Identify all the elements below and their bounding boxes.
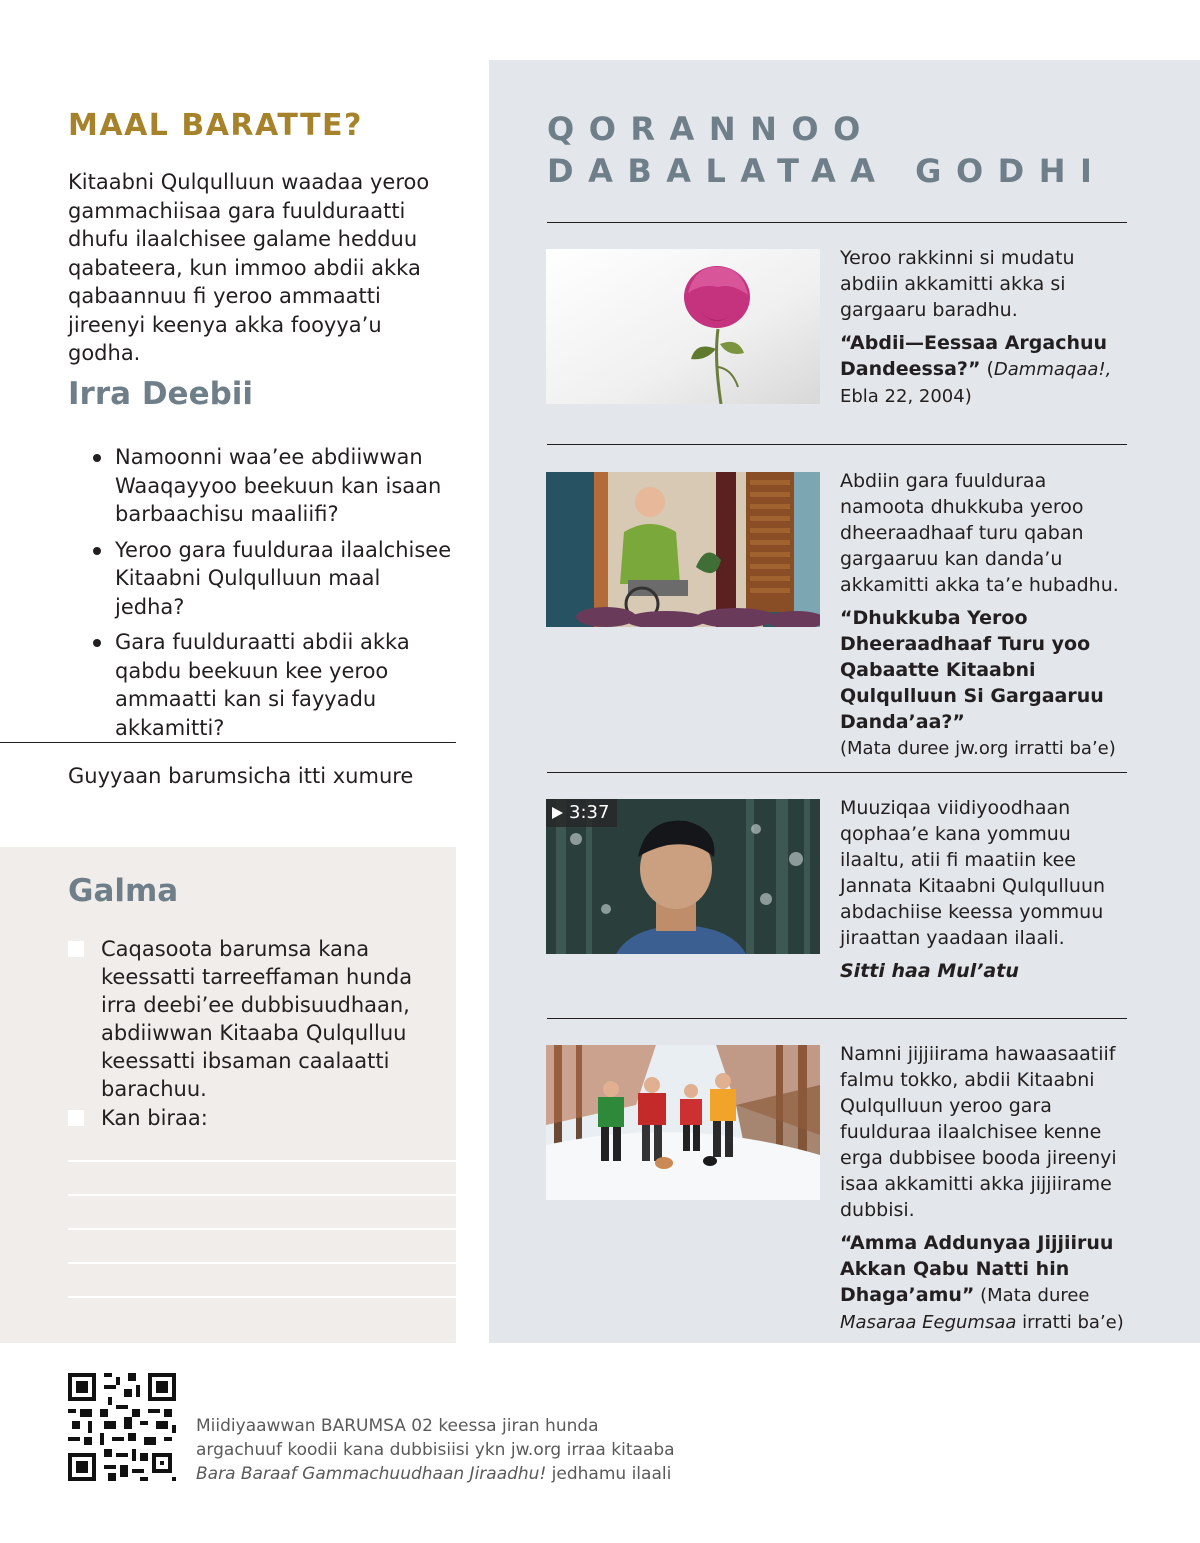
- section-title-maal-baratte: MAAL BARATTE?: [68, 108, 363, 143]
- writing-line[interactable]: [68, 1296, 456, 1298]
- video-play-badge[interactable]: 3:37: [546, 799, 617, 827]
- goal-item[interactable]: Caqasoota barumsa kana keessatti tarreeffaman hunda irra deebi’ee dubbisuudhaan, abdiiwwan Kitaaba Qulqulluu keessatti ibsaman caalaatti barachuu.: [68, 935, 448, 1103]
- review-question: Yeroo gara fuulduraa ilaalchisee Kitaabni Qulqulluun maal jedha?: [92, 536, 454, 622]
- completion-date-label: Guyyaan barumsicha itti xumure: [68, 764, 414, 788]
- video-reference[interactable]: Sitti haa Mul’atu: [840, 960, 1019, 982]
- family-snow-walk-illustration: [546, 1045, 820, 1200]
- flower-illustration: [546, 249, 820, 404]
- review-questions-list: [92, 443, 454, 749]
- completion-date-line: [0, 742, 456, 743]
- wheelchair-man-image[interactable]: [546, 472, 820, 627]
- review-question: Gara fuulduraatti abdii akka qabdu beekuun kee yeroo ammaatti kan si fayyadu akkamitti?: [92, 628, 454, 742]
- writing-line[interactable]: [68, 1262, 456, 1264]
- video-play-icon: [552, 807, 563, 819]
- review-heading: Irra Deebii: [68, 376, 254, 412]
- article-reference[interactable]: “Amma Addunyaa Jijjiiruu Akkan Qabu Natti hin Dhaga’amu” (Mata duree Masaraa Eegumsaa irratti ba’e): [840, 1232, 1124, 1333]
- bullet-icon: [93, 639, 101, 647]
- checkbox-icon[interactable]: [68, 1110, 84, 1126]
- bullet-icon: [93, 454, 101, 462]
- further-study-title: QORANNOO DABALATAA GODHI: [547, 110, 1107, 190]
- divider: [547, 1018, 1127, 1019]
- bullet-icon: [93, 547, 101, 555]
- divider: [547, 222, 1127, 223]
- writing-line[interactable]: [68, 1194, 456, 1196]
- study-item-text: Abdiin gara fuulduraa namoota dhukkuba yeroo dheeraadhaaf turu qaban gargaaruu kan danda’u akkamitti akka ta’e hubadhu. “Dhukkuba Yeroo Dheeraadhaaf Turu yoo Qabaatte Kitaabni Qulqulluun Si Gargaaruu Danda’aa?” (Mata duree jw.org irratti ba’e): [840, 468, 1130, 762]
- review-question: Namoonni waa’ee abdiiwwan Waaqayyoo beekuun kan isaan barbaachisu maaliifi?: [92, 443, 454, 529]
- wheelchair-man-illustration: [546, 472, 820, 627]
- writing-line[interactable]: [68, 1160, 456, 1162]
- qr-code-icon[interactable]: [68, 1373, 176, 1481]
- flower-image[interactable]: [546, 249, 820, 404]
- goal-item-other[interactable]: Kan biraa:: [68, 1104, 448, 1132]
- further-study-panel: [489, 60, 1200, 1343]
- footer-note: Miidiyaawwan BARUMSA 02 keessa jiran hunda argachuuf koodii kana dubbisiisi ykn jw.org irraa kitaaba Bara Baraaf Gammachuudhaan Jiraadhu! jedhamu ilaali: [196, 1416, 675, 1484]
- article-reference[interactable]: “Abdii—Eessaa Argachuu Dandeessa?” (Dammaqaa!, Ebla 22, 2004): [840, 332, 1112, 407]
- checkbox-icon[interactable]: [68, 941, 84, 957]
- snow-walk-image[interactable]: [546, 1045, 820, 1200]
- goals-box: [0, 847, 456, 1343]
- divider: [547, 772, 1127, 773]
- writing-line[interactable]: [68, 1228, 456, 1230]
- video-thumbnail[interactable]: [546, 799, 820, 954]
- intro-paragraph: Kitaabni Qulqulluun waadaa yeroo gammachiisaa gara fuulduraatti dhufu ilaalchisee galame hedduu qabateera, kun immoo abdii akka qabaannuu fi yeroo ammaatti jireenyi keenya akka fooyya’u godha.: [68, 170, 430, 365]
- divider: [547, 444, 1127, 445]
- goals-heading: Galma: [68, 873, 179, 909]
- study-item-text: Muuziqaa viidiyoodhaan qophaa’e kana yommuu ilaaltu, atii fi maatiin kee Jannata Kitaabni Qulqulluun abdachiise keessa yommuu jiraattan yaadaan ilaali. Sitti haa Mul’atu: [840, 795, 1130, 984]
- study-item-text: Namni jijjiirama hawaasaatiif falmu tokko, abdii Kitaabni Qulqulluun yeroo gara fuulduraa ilaalchisee kenne erga dubbisee booda jireenyi isaa akkamitti akka jijjiirame dubbisi. “Amma Addunyaa Jijjiiruu Akkan Qabu Natti hin Dhaga’amu” (Mata duree Masaraa Eegumsaa irratti ba’e): [840, 1041, 1130, 1336]
- study-item-text: Yeroo rakkinni si mudatu abdiin akkamitti akka si gargaaru baradhu. “Abdii—Eessaa Argachuu Dandeessa?” (Dammaqaa!, Ebla 22, 2004): [840, 245, 1130, 410]
- article-reference[interactable]: “Dhukkuba Yeroo Dheeraadhaaf Turu yoo Qabaatte Kitaabni Qulqulluun Si Gargaaruu Danda’aa?” (Mata duree jw.org irratti ba’e): [840, 607, 1116, 759]
